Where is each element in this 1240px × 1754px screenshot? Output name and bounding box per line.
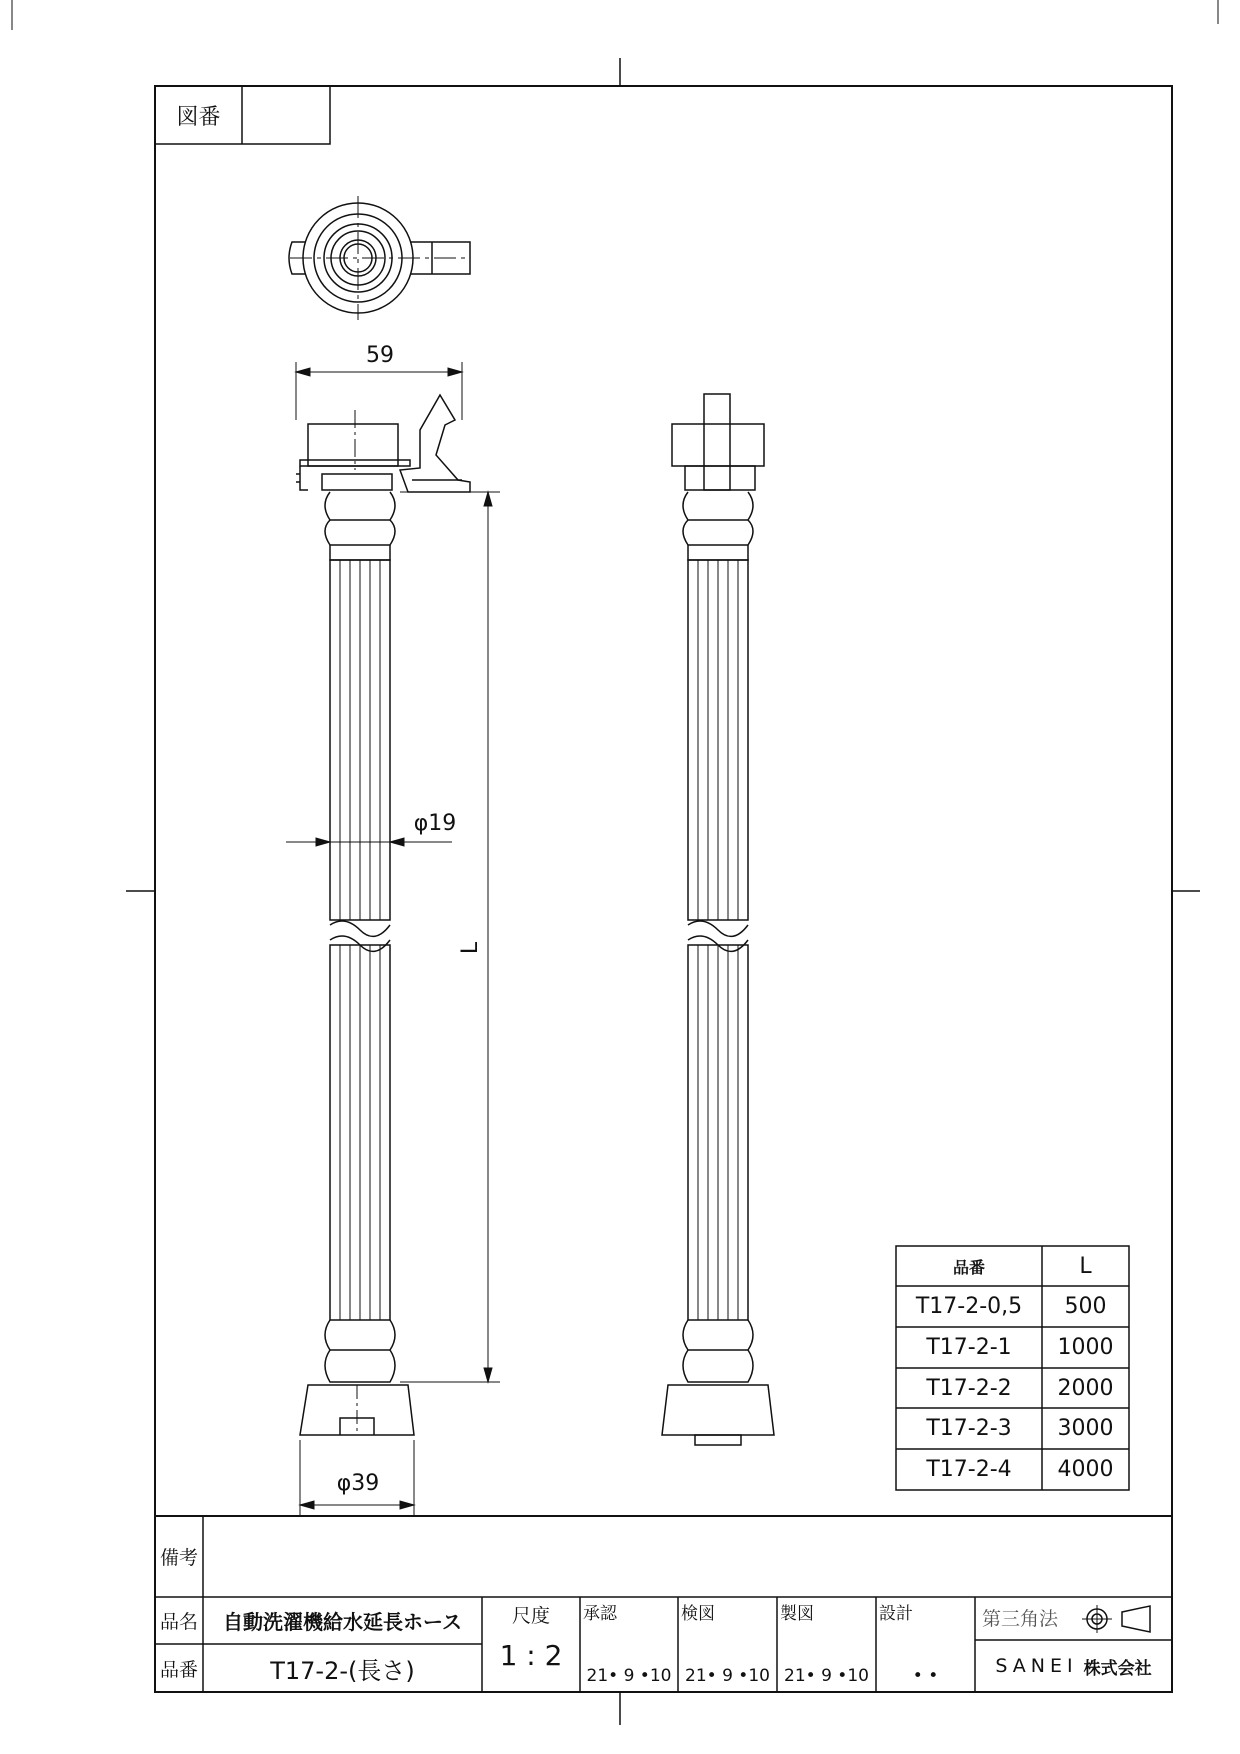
dimension-hose-diameter: φ19: [413, 810, 457, 836]
dimension-length: L: [457, 941, 483, 955]
drawing-number-value: [242, 86, 330, 144]
table-row-length: 500: [1064, 1294, 1107, 1319]
remarks-label: 備考: [159, 1547, 198, 1569]
table-row-length: 3000: [1057, 1416, 1114, 1441]
drafting-date: 21• 9 •10: [784, 1666, 869, 1686]
approval-label: 承認: [583, 1604, 617, 1624]
table-row-part: T17-2-1: [926, 1335, 1012, 1360]
front-view-hose: [296, 395, 500, 1435]
top-view: [289, 196, 470, 320]
company-suffix: 株式会社: [1083, 1658, 1152, 1679]
dimension-nut-diameter: φ39: [336, 1470, 380, 1496]
table-row-part: T17-2-2: [926, 1375, 1012, 1401]
size-table-header-part: 品番: [952, 1257, 985, 1277]
approval-date: 21• 9 •10: [586, 1666, 672, 1686]
product-name: 自動洗濯機給水延長ホース: [223, 1610, 462, 1634]
design-label: 設計: [879, 1604, 913, 1624]
company-name: [975, 1640, 1172, 1692]
dimension-width: 59: [366, 342, 394, 368]
size-table-header-length: L: [1079, 1253, 1092, 1279]
check-date: 21• 9 •10: [685, 1666, 770, 1686]
table-row-part: T17-2-4: [926, 1457, 1012, 1482]
drafting-label: 製図: [780, 1604, 814, 1624]
drawing-number-label: 図番: [176, 104, 221, 130]
check-label: 検図: [681, 1604, 715, 1624]
part-number-label: 品番: [159, 1658, 198, 1681]
table-row-length: 1000: [1057, 1335, 1114, 1360]
company-name-text: SANEI: [995, 1655, 1078, 1677]
table-row-length: 2000: [1057, 1375, 1114, 1401]
table-row-part: T17-2-0,5: [915, 1294, 1023, 1319]
product-name-label: 品名: [159, 1611, 198, 1633]
scale-value: 1 : 2: [499, 1638, 563, 1672]
scale-label: 尺度: [511, 1604, 550, 1627]
part-number: T17-2-(長さ): [270, 1656, 415, 1685]
third-angle-projection-icon: [1082, 1605, 1150, 1633]
design-date: • •: [912, 1666, 939, 1686]
projection-label: 第三角法: [982, 1608, 1059, 1630]
side-view-hose: [662, 394, 774, 1445]
table-row-part: T17-2-3: [926, 1416, 1012, 1441]
table-row-length: 4000: [1057, 1457, 1114, 1482]
